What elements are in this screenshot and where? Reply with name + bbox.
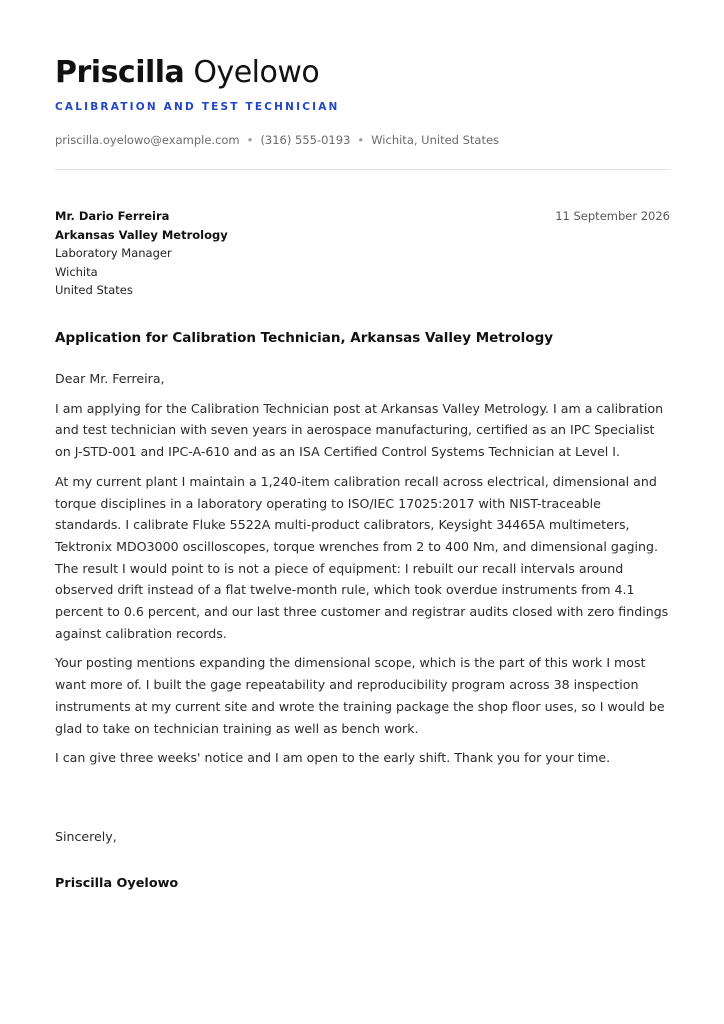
- contact-separator: •: [246, 133, 254, 147]
- recipient-block: [55, 207, 228, 300]
- contact-location: Wichita, United States: [371, 133, 500, 147]
- body-paragraph: Your posting mentions expanding the dimensional scope, which is the part of this work I most want more of. I built the gage repeatability and reproducibility program across 38 inspection instruments at my current site and wrote the training package the shop floor uses, so I would be glad to take on technician training as well as bench work.: [55, 655, 665, 736]
- letter-subject: Application for Calibration Technician, Arkansas Valley Metrology: [55, 330, 554, 346]
- recipient-country: United States: [55, 283, 133, 298]
- recipient-company: Arkansas Valley Metrology: [55, 227, 228, 242]
- recipient-title: Laboratory Manager: [55, 246, 172, 261]
- applicant-first-name: Priscilla: [55, 55, 185, 90]
- contact-phone[interactable]: (316) 555-0193: [260, 133, 351, 147]
- signature: Priscilla Oyelowo: [55, 876, 179, 891]
- applicant-name: [55, 54, 319, 92]
- applicant-last-name: Oyelowo: [193, 55, 320, 90]
- letter-body: [55, 368, 670, 777]
- body-paragraph: At my current plant I maintain a 1,240-item calibration recall across electrical, dimensional and torque disciplines in a laboratory operating to ISO/IEC 17025:2017 with NIST-traceable standards. I calibrate Fluke 5522A multi-product calibrators, Keysight 34465A multimeters, Tektronix MDO3000 oscilloscopes, torque wrenches from 2 to 400 Nm, and dimensional gaging. The result I would point to is not a piece of equipment: I rebuilt our recall intervals around observed drift instead of a flat twelve-month rule, which took overdue instruments from 4.1 percent to 0.6 percent, and our last three customer and registrar audits closed with zero findings against calibration records.: [55, 473, 669, 641]
- contact-separator: •: [357, 133, 365, 147]
- recipient-city: Wichita: [55, 264, 98, 279]
- salutation: Dear Mr. Ferreira,: [55, 371, 165, 386]
- body-paragraph: I am applying for the Calibration Technician post at Arkansas Valley Metrology. I am a calibration and test technician with seven years in aerospace manufacturing, certified as an IPC Specialist on J-STD-001 and IPC-A-610 and as an ISA Certified Control Systems Technician at Level I.: [55, 400, 664, 460]
- letter-date: 11 September 2026: [555, 209, 670, 223]
- applicant-role: CALIBRATION AND TEST TECHNICIAN: [55, 101, 340, 113]
- contact-email[interactable]: priscilla.oyelowo@example.com: [55, 133, 240, 147]
- recipient-name: Mr. Dario Ferreira: [55, 209, 170, 223]
- closing: Sincerely,: [55, 829, 117, 844]
- header-divider: [55, 169, 670, 170]
- body-paragraph: I can give three weeks' notice and I am open to the early shift. Thank you for your time.: [55, 750, 611, 766]
- contact-line: [55, 133, 499, 147]
